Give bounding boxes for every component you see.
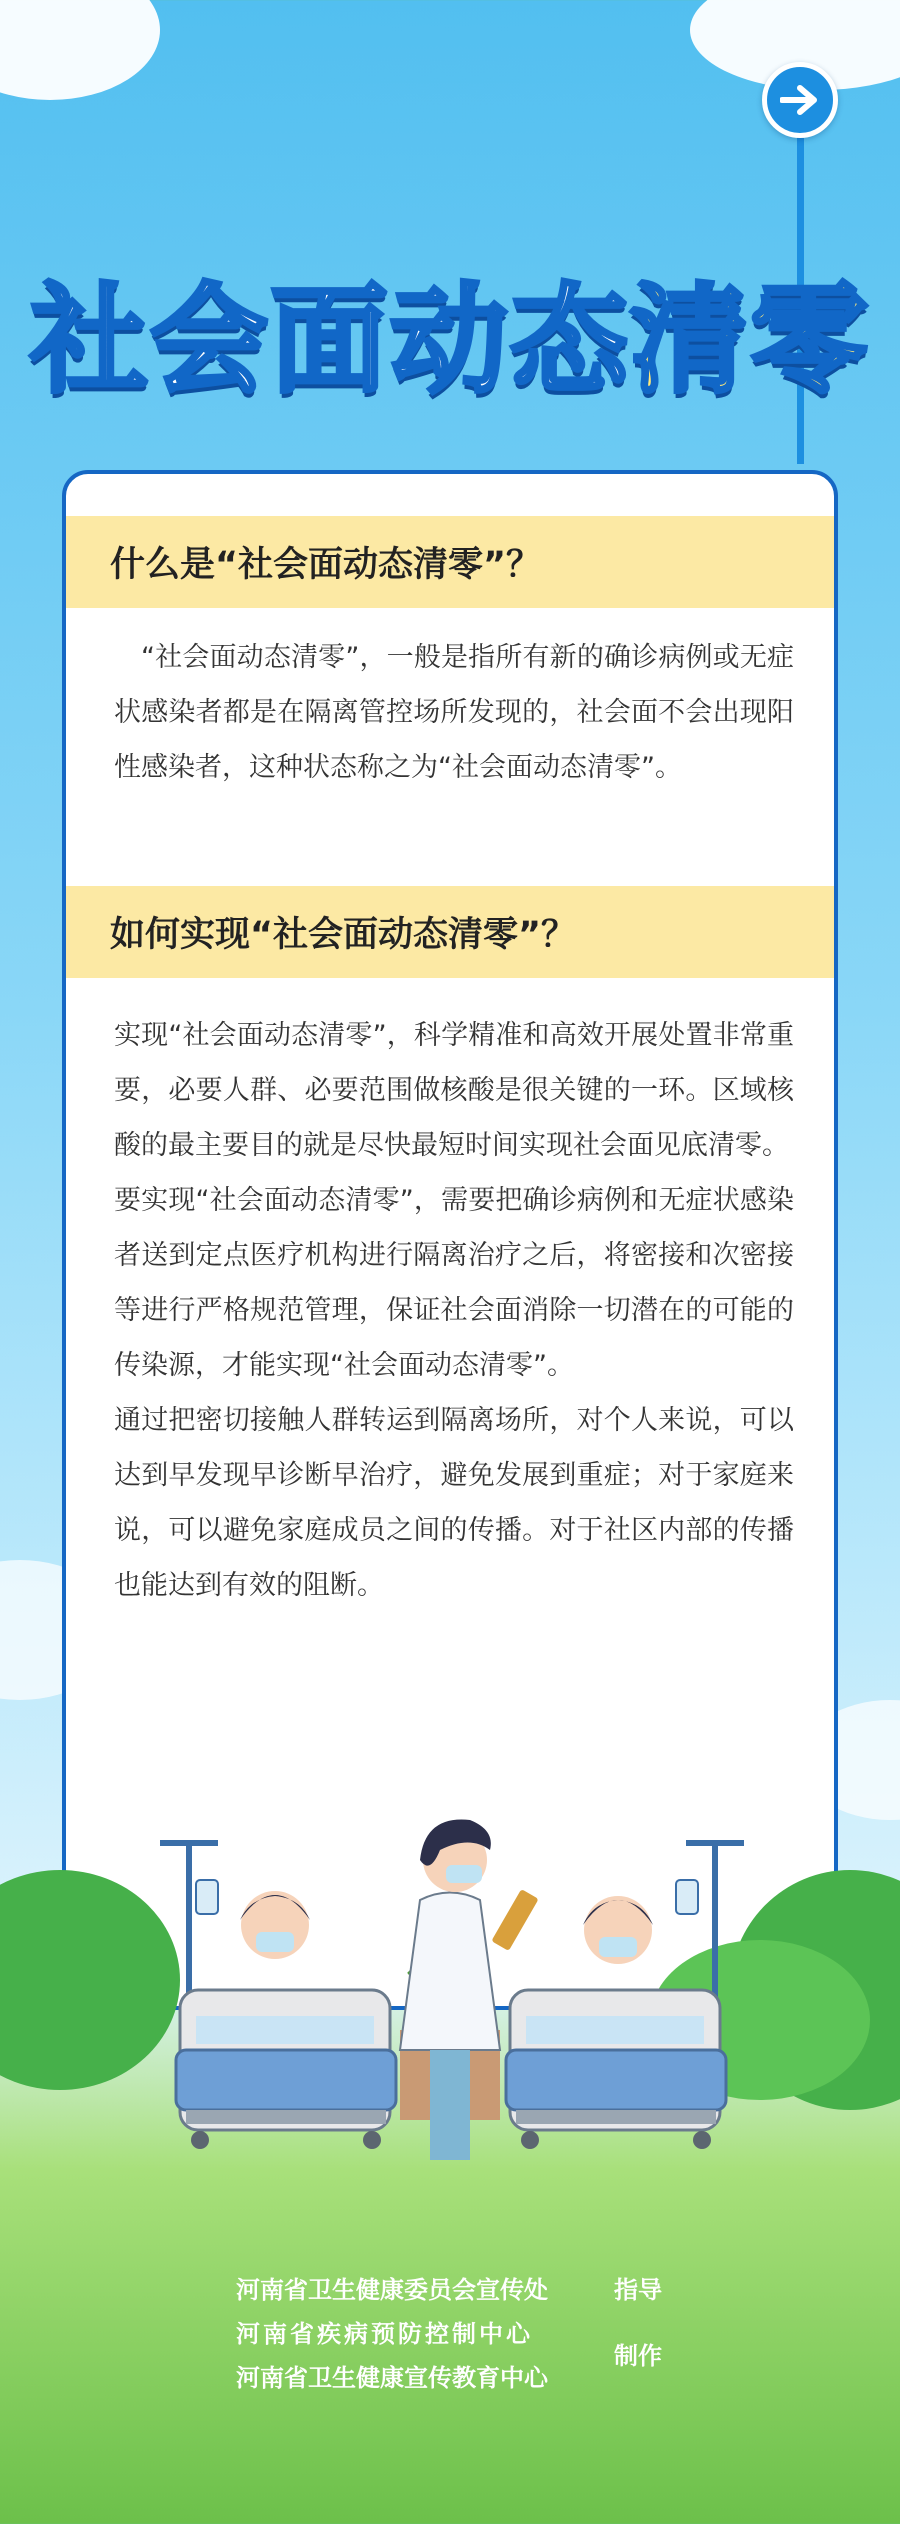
patient-right-mask	[599, 1937, 637, 1957]
section-heading-how: 如何实现“社会面动态清零”？	[66, 886, 834, 978]
credit-org-education: 河南省卫生健康宣传教育中心	[236, 2364, 548, 2392]
section-body-what	[114, 630, 794, 795]
iv-bag-right	[676, 1880, 698, 1914]
credit-org-cdc: 河南省疾病预防控制中心	[236, 2320, 533, 2348]
bush-left	[0, 1870, 180, 2090]
patient-left-mask	[256, 1932, 294, 1952]
doctor-coat	[400, 1893, 500, 2051]
credit-org-publicity: 河南省卫生健康委员会宣传处	[236, 2276, 548, 2304]
paragraph: 通过把密切接触人群转运到隔离场所，对个人来说，可以达到早发现早诊断早治疗，避免发展到重症；对于家庭来说，可以避免家庭成员之间的传播。对于社区内部的传播也能达到有效的阻断。	[114, 1405, 794, 1601]
bed-right-wheel	[521, 2131, 539, 2149]
paragraph: 实现“社会面动态清零”，科学精准和高效开展处置非常重要，必要人群、必要范围做核酸是很关键的一环。区域核酸的最主要目的就是尽快最短时间实现社会面见底清零。	[114, 1020, 794, 1161]
doctor-mask	[446, 1865, 482, 1883]
iv-stand-left-top	[160, 1840, 218, 1846]
paragraph: “社会面动态清零”，一般是指所有新的确诊病例或无症状感染者都是在隔离管控场所发现的，社会面不会出现阳性感染者，这种状态称之为“社会面动态清零”。	[114, 642, 794, 783]
bed-left-panel	[176, 2050, 396, 2110]
section-heading-what: 什么是“社会面动态清零”？	[66, 516, 834, 608]
bed-left-wheel	[191, 2131, 209, 2149]
page-title	[0, 245, 900, 415]
content-card	[62, 470, 838, 2010]
bed-right-panel	[506, 2050, 726, 2110]
bed-right-base	[516, 2110, 716, 2124]
section-body-how	[114, 1008, 794, 1613]
clipboard	[491, 1889, 538, 1951]
credit-role-production: 制作	[614, 2342, 662, 2370]
page-title-highlight: 清零	[630, 271, 871, 409]
bed-right-blanket	[526, 2016, 704, 2044]
bed-right-wheel	[693, 2131, 711, 2149]
iv-bag-left	[196, 1880, 218, 1914]
bed-left-base	[186, 2110, 386, 2124]
paragraph: 要实现“社会面动态清零”，需要把确诊病例和无症状感染者送到定点医疗机构进行隔离治疗之后，将密接和次密接等进行严格规范管理，保证社会面消除一切潜在的可能的传染源，才能实现“社会面动态清零”。	[114, 1185, 794, 1381]
doctor-legs	[430, 2050, 470, 2160]
cloud-decoration	[0, 0, 160, 100]
credit-role-guidance: 指导	[614, 2276, 662, 2304]
hospital-illustration	[0, 1780, 900, 2220]
bed-left-wheel	[363, 2131, 381, 2149]
arrow-right-icon	[780, 85, 820, 115]
bed-left-blanket	[196, 2016, 374, 2044]
iv-stand-right-top	[686, 1840, 744, 1846]
next-page-button[interactable]	[762, 62, 838, 138]
page-title-main: 社会面动态	[29, 271, 630, 409]
